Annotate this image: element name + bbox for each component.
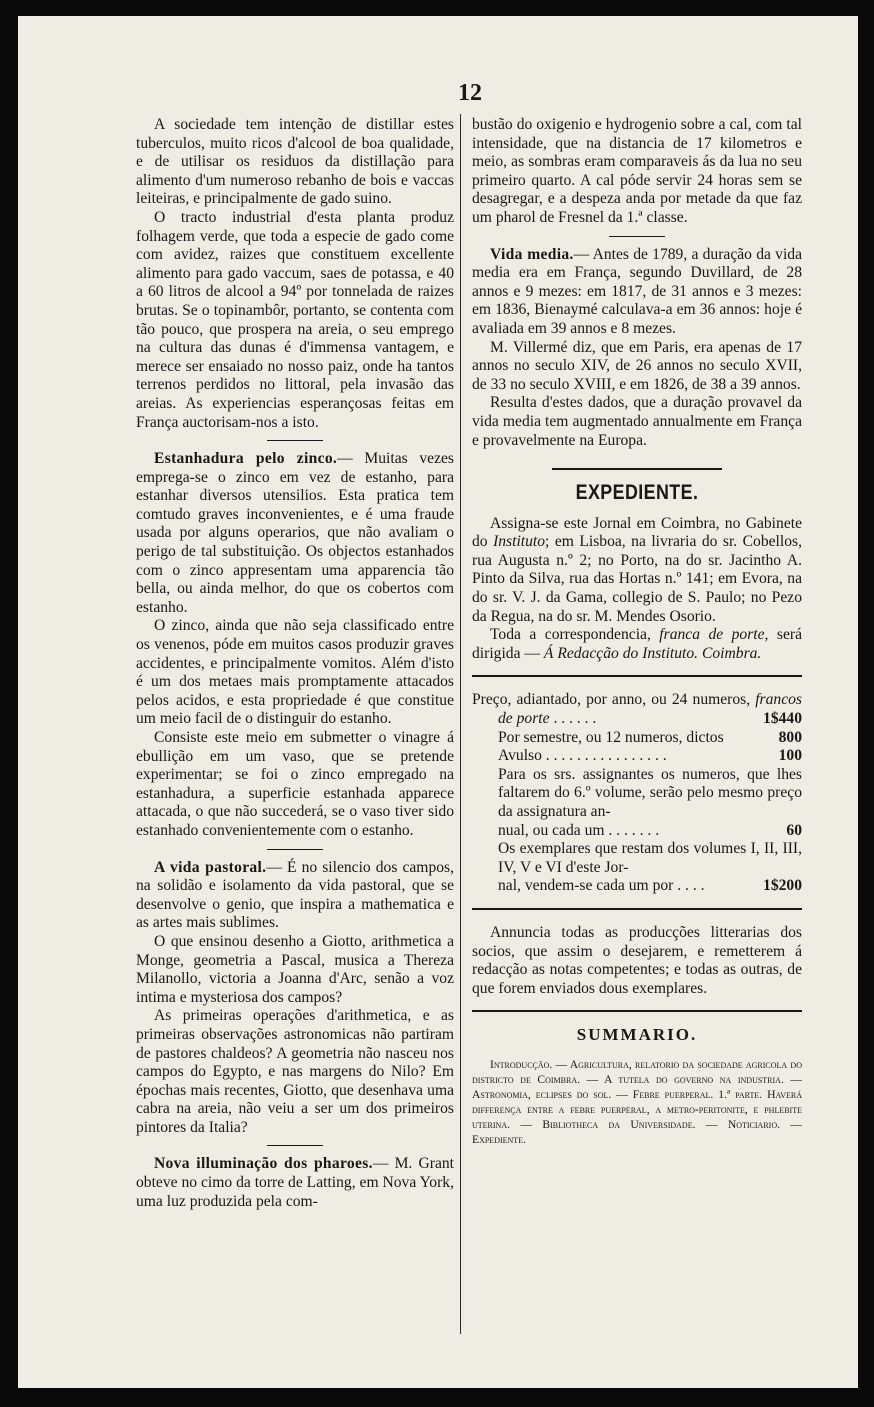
price-annual: Preço, adiantado, por anno, ou 24 numeros, francos de porte . . . . . . 1$440 (472, 691, 802, 728)
zinco-paragraph-3: Consiste este meio em submetter o vinagre á ebullição em um vaso, que se pretende experimentar; se foi o zinco empregado na estanhadura, a superficie estanhada apparece attacada, o que não succederá, se o vaso tiver sido estanhado convenientemente com o estanho. (136, 729, 454, 839)
pharoes-paragraph: Nova illuminação dos pharoes.— M. Grant obteve no cimo da torre de Latting, em Nova York, uma luz produzida pela com- (136, 1155, 454, 1210)
expediente-heading: EXPEDIENTE. (575, 481, 699, 505)
right-column (472, 116, 802, 1147)
price-single: Avulso . . . . . . . . . . . . . . . . 100 (498, 747, 802, 765)
summario-heading: SUMMARIO. (576, 1025, 698, 1045)
newspaper-page (18, 16, 858, 1388)
zinco-heading: Estanhadura pelo zinco. (154, 450, 338, 468)
price-back-issues-text: Para os srs. assignantes os numeros, que lhes faltarem do 6.º volume, serão pelo mesmo preço da assignatura an- (498, 765, 802, 820)
price-back-issues: nual, ou cada um . . . . . . . 60 (498, 821, 802, 839)
vida-pastoral-paragraph-1: A vida pastoral.— É no silencio dos campos, na solidão e isolamento da vida pastoral, que se desenvolve o genio, que inspira a mathematica e as artes mais sublimes. (136, 858, 455, 932)
pharoes-heading: Nova illuminação dos pharoes. (154, 1155, 373, 1173)
section-separator (267, 849, 323, 850)
correspondence-paragraph: Toda a correspondencia, franca de porte, será dirigida — Á Redacção do Instituto. Coimbra. (472, 626, 802, 662)
summario-text: Introducção. — Agricultura, relatorio da sociedade agricola do districto de Coimbra. — A tutela do governo na industria. — Astronomia, eclipses do sol. — Febre puerperal. 1.ª parte. Haverá differença entre a febre puerperal, a metro-peritonite, e phlebite uterina. — Bibliotheca da Universidade. — Noticiario. — Expediente. (472, 1057, 802, 1146)
price-list (472, 691, 802, 896)
major-separator (552, 468, 722, 470)
vida-pastoral-paragraph-2: O que ensinou desenho a Giotto, arithmetica a Monge, geometria a Pascal, musica a Thereza Milanollo, victoria a Joanna d'Arc, senão a voz intima e mysteriosa dos campos? (136, 932, 454, 1006)
price-volumes: nal, vendem-se cada um por . . . . 1$200 (498, 877, 802, 895)
vida-media-heading: Vida media. (490, 245, 574, 263)
summary-rule (472, 1010, 802, 1012)
vida-media-paragraph-1: Vida media.— Antes de 1789, a duração da vida media era em França, segundo Duvillard, de 28 annos e 9 mezes: em 1817, de 31 annos e 3 mezes: em 1836, Bienaymé calculava-a em 36 annos: hoje é avaliada em 39 annos e 8 mezes. (472, 245, 803, 337)
section-separator (267, 440, 323, 441)
price-table-rule (472, 675, 802, 677)
vida-pastoral-heading: A vida pastoral. (154, 858, 267, 876)
section-separator (609, 236, 665, 237)
price-semester: Por semestre, ou 12 numeros, dictos 800 (498, 728, 802, 746)
zinco-paragraph-1: Estanhadura pelo zinco.— Muitas vezes emprega-se o zinco em vez de estanho, para estanhar diversos utensilios. Esta pratica tem comtudo graves inconvenientes, e é uma fraude usada por alguns operarios, que não avaliam o perigo de tal substituição. Os objectos estanhados com o zinco appresentam uma apparencia tão bella, ou ainda melhor, do que os cobertos com estanho. (136, 450, 454, 616)
distillation-paragraph: A sociedade tem intenção de distillar estes tuberculos, muito ricos d'alcool de boa qualidade, e de utilisar os residuos da distillação para alimento d'um numeroso rebanho de bois e vaccas leiteiras, e principalmente de gado suino. (136, 116, 454, 208)
price-table-rule-bottom (472, 908, 802, 910)
price-volumes-text: Os exemplares que restam dos volumes I, II, III, IV, V e VI d'este Jor- (498, 840, 802, 876)
announcement-paragraph: Annuncia todas as producções litterarias dos socios, que assim o desejarem, e remetterem á redacção as notas competentes; e todas as outras, de que forem enviados dous exemplares. (472, 923, 802, 997)
zinco-paragraph-2: O zinco, ainda que não seja classificado entre os venenos, póde em muitos casos produzir graves accidentes, e principalmente vomitos. Além d'isto é um dos metaes mais promptamente attacados pelos acidos, e esta propriedade é que constitue um meio facil de o distinguir do estanho. (136, 617, 454, 728)
section-separator (267, 1145, 323, 1146)
left-column (136, 116, 454, 1211)
column-divider (460, 114, 461, 1334)
topinambor-paragraph: O tracto industrial d'esta planta produz folhagem verde, que toda a especie de gado come com avidez, raizes que constituem excellente alimento para gado vaccum, saes de potassa, e 40 a 60 litros de alcool a 94º por tonnelada de raizes brutas. Se o topinambôr, portanto, se contenta com tão pouco, que prospera na areia, o seu emprego na cultura das dunas é d'immensa vantagem, e merece ser ensaiado no nosso paiz, onde ha tantos terrenos perdidos no littoral, pela invasão das areias. As experiencias esperançosas feitas em França auctorisam-nos a isto. (136, 208, 454, 431)
page-number: 12 (458, 80, 482, 106)
vida-media-paragraph-2: M. Villermé diz, que em Paris, era apenas de 17 annos no seculo XIV, de 26 annos no seculo XVII, de 33 no seculo XVIII, e em 1826, de 38 a 39 annos. (472, 338, 802, 393)
vida-media-paragraph-3: Resulta d'estes dados, que a duração provavel da vida media tem augmentado annualmente em França e provavelmente na Europa. (472, 394, 802, 449)
pharoes-continuation: bustão do oxigenio e hydrogenio sobre a cal, com tal intensidade, que na distancia de 17 kilometros e meio, as sombras eram comparaveis ás da lua no seu primeiro quarto. A cal póde servir 24 horas sem se desagregar, e a despeza anda por metade da que faz um pharol de Fresnel da 1.ª classe. (472, 116, 802, 226)
vida-pastoral-paragraph-3: As primeiras operações d'arithmetica, e as primeiras observações astronomicas não partiram de pastores chaldeos? A geometria não nasceu nos campos do Egypto, e nas margens do Nilo? Em épochas mais recentes, Giotto, que desenhava uma cabra na areia, não veiu a ser um dos primeiros pintores da Italia? (136, 1007, 454, 1136)
subscription-paragraph: Assigna-se este Jornal em Coimbra, no Gabinete do Instituto; em Lisboa, na livraria do sr. Cobellos, rua Augusta n.º 2; no Porto, na do sr. Jacintho A. Pinto da Silva, rua das Hortas n.º 141; em Evora, na do sr. V. J. da Gama, collegio de S. Paulo; no Pezo da Regua, na do sr. M. Mendes Osorio. (472, 514, 802, 625)
